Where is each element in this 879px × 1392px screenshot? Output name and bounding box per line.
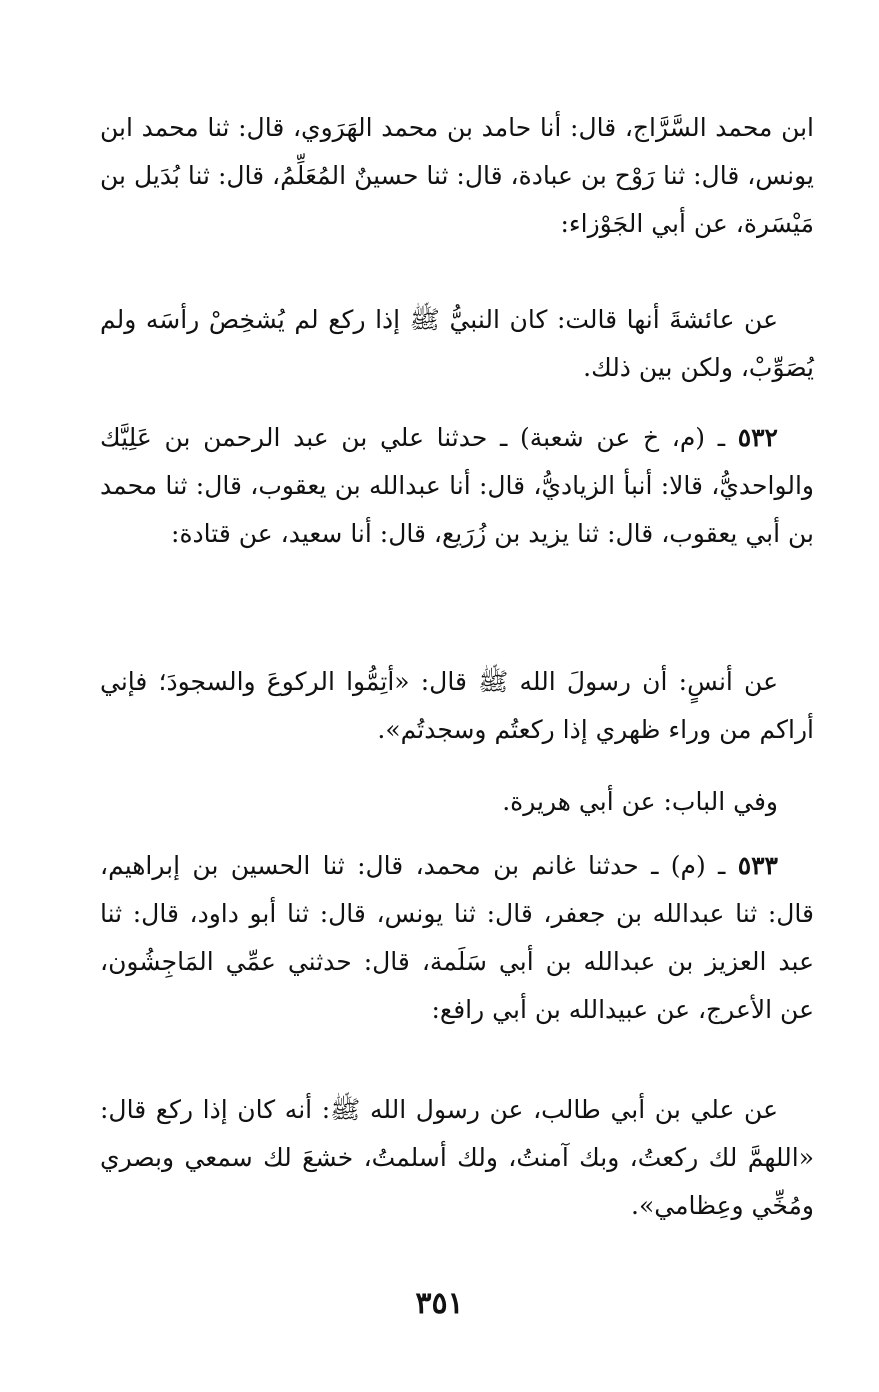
matn-anas [100, 658, 814, 754]
paragraph-text: ـ (م، خ عن شعبة) ـ حدثنا علي بن عبد الرحمن بن عَلِيَّك والواحديُّ، قالا: أنبأ الزياديُّ، قال: أنا عبدالله بن يعقوب، قال: ثنا محمد بن أبي يعقوب، قال: ثنا يزيد بن زُرَيع، قال: أنا سعيد، عن قتادة: [100, 423, 814, 548]
paragraph-text: وفي الباب: عن أبي هريرة. [502, 787, 778, 816]
paragraph-text: عن عائشةَ أنها قالت: كان النبيُّ ﷺ إذا ركع لم يُشخِصْ رأسَه ولم يُصَوِّبْ، ولكن بين ذلك. [100, 305, 814, 382]
paragraph-text: عن علي بن أبي طالب، عن رسول الله ﷺ: أنه كان إذا ركع قال: «اللهمَّ لك ركعتُ، وبك آمنتُ، ولك أسلمتُ، خشعَ لك سمعي وبصري ومُخِّي وعِظامي». [100, 1095, 814, 1220]
isnad-paragraph-1 [100, 104, 814, 248]
matn-ali [100, 1086, 814, 1230]
hadith-number: ٥٣٣ [737, 851, 778, 880]
matn-aisha [100, 296, 814, 392]
paragraph-text: ـ (م) ـ حدثنا غانم بن محمد، قال: ثنا الحسين بن إبراهيم، قال: ثنا عبدالله بن جعفر، قال: ثنا يونس، قال: ثنا أبو داود، قال: ثنا عبد العزيز بن عبدالله بن أبي سَلَمة، قال: حدثني عمِّي المَاجِشُون، عن الأعرج، عن عبيدالله بن أبي رافع: [100, 851, 814, 1024]
hadith-533-isnad [100, 842, 814, 1034]
hadith-number: ٥٣٢ [737, 423, 778, 452]
chapter-note [100, 778, 814, 826]
page-number: ٣٥١ [415, 1286, 464, 1321]
paragraph-text: ابن محمد السَّرَّاج، قال: أنا حامد بن محمد الهَرَوي، قال: ثنا محمد ابن يونس، قال: ثنا رَوْح بن عبادة، قال: ثنا حسينٌ المُعَلِّمُ، قال: ثنا بُدَيل بن مَيْسَرة، عن أبي الجَوْزاء: [100, 113, 814, 238]
paragraph-text: عن أنسٍ: أن رسولَ الله ﷺ قال: «أتِمُّوا الركوعَ والسجودَ؛ فإني أراكم من وراء ظهري إذا ركعتُم وسجدتُم». [100, 667, 814, 744]
hadith-532-isnad [100, 414, 814, 558]
